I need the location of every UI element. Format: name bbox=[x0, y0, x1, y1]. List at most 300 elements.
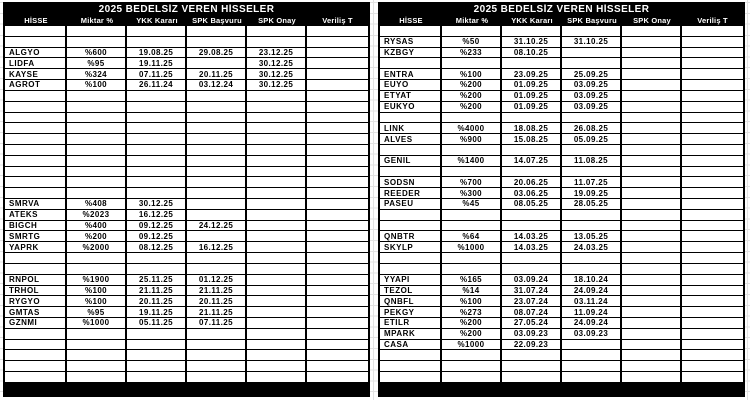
spk-approval-date-cell[interactable] bbox=[247, 253, 307, 264]
issue-date-cell[interactable] bbox=[307, 242, 368, 253]
ticker-cell[interactable] bbox=[380, 372, 442, 383]
issue-date-cell[interactable] bbox=[682, 318, 743, 329]
issue-date-cell[interactable] bbox=[307, 91, 368, 102]
issue-date-cell[interactable] bbox=[307, 296, 368, 307]
spk-approval-date-cell[interactable]: 30.12.25 bbox=[247, 69, 307, 80]
ykk-decision-date-cell[interactable] bbox=[502, 58, 562, 69]
issue-date-cell[interactable] bbox=[307, 221, 368, 232]
ykk-decision-date-cell[interactable]: 08.10.25 bbox=[502, 48, 562, 59]
spk-approval-date-cell[interactable] bbox=[622, 167, 682, 178]
ticker-cell[interactable]: GZNMI bbox=[5, 318, 67, 329]
issue-date-cell[interactable] bbox=[682, 69, 743, 80]
issue-date-cell[interactable] bbox=[307, 26, 368, 37]
spk-application-date-cell[interactable]: 07.11.25 bbox=[187, 318, 247, 329]
amount-percent-cell[interactable]: %14 bbox=[442, 286, 502, 297]
issue-date-cell[interactable] bbox=[307, 350, 368, 361]
issue-date-cell[interactable] bbox=[682, 253, 743, 264]
spk-approval-date-cell[interactable] bbox=[247, 307, 307, 318]
issue-date-cell[interactable] bbox=[307, 123, 368, 134]
spk-approval-date-cell[interactable] bbox=[622, 372, 682, 383]
spk-approval-date-cell[interactable] bbox=[622, 221, 682, 232]
issue-date-cell[interactable] bbox=[682, 134, 743, 145]
ykk-decision-date-cell[interactable] bbox=[502, 350, 562, 361]
ykk-decision-date-cell[interactable]: 08.07.24 bbox=[502, 307, 562, 318]
issue-date-cell[interactable] bbox=[682, 145, 743, 156]
ykk-decision-date-cell[interactable] bbox=[502, 113, 562, 124]
ticker-cell[interactable]: RYGYO bbox=[5, 296, 67, 307]
issue-date-cell[interactable] bbox=[682, 296, 743, 307]
amount-percent-cell[interactable]: %200 bbox=[442, 102, 502, 113]
issue-date-cell[interactable] bbox=[682, 167, 743, 178]
spk-approval-date-cell[interactable] bbox=[247, 361, 307, 372]
spk-application-date-cell[interactable] bbox=[187, 26, 247, 37]
issue-date-cell[interactable] bbox=[682, 340, 743, 351]
ykk-decision-date-cell[interactable] bbox=[127, 188, 187, 199]
ticker-cell[interactable] bbox=[5, 177, 67, 188]
amount-percent-cell[interactable] bbox=[442, 210, 502, 221]
issue-date-cell[interactable] bbox=[682, 242, 743, 253]
ticker-cell[interactable]: YAPRK bbox=[5, 242, 67, 253]
ticker-cell[interactable] bbox=[5, 37, 67, 48]
ykk-decision-date-cell[interactable] bbox=[127, 329, 187, 340]
issue-date-cell[interactable] bbox=[307, 134, 368, 145]
ticker-cell[interactable]: ETILR bbox=[380, 318, 442, 329]
ykk-decision-date-cell[interactable] bbox=[127, 177, 187, 188]
spk-application-date-cell[interactable]: 13.05.25 bbox=[562, 231, 622, 242]
ticker-cell[interactable] bbox=[5, 156, 67, 167]
ykk-decision-date-cell[interactable]: 19.11.25 bbox=[127, 307, 187, 318]
ykk-decision-date-cell[interactable] bbox=[127, 37, 187, 48]
ykk-decision-date-cell[interactable] bbox=[502, 361, 562, 372]
amount-percent-cell[interactable]: %45 bbox=[442, 199, 502, 210]
amount-percent-cell[interactable] bbox=[67, 123, 127, 134]
issue-date-cell[interactable] bbox=[682, 102, 743, 113]
column-header-spk-onay[interactable]: SPK Onay bbox=[258, 16, 296, 25]
spk-application-date-cell[interactable]: 03.11.24 bbox=[562, 296, 622, 307]
issue-date-cell[interactable] bbox=[682, 221, 743, 232]
spk-approval-date-cell[interactable] bbox=[247, 275, 307, 286]
ykk-decision-date-cell[interactable] bbox=[502, 26, 562, 37]
spk-application-date-cell[interactable] bbox=[187, 102, 247, 113]
ticker-cell[interactable]: KZBGY bbox=[380, 48, 442, 59]
amount-percent-cell[interactable]: %324 bbox=[67, 69, 127, 80]
ticker-cell[interactable] bbox=[380, 167, 442, 178]
ticker-cell[interactable]: REEDER bbox=[380, 188, 442, 199]
ykk-decision-date-cell[interactable] bbox=[502, 167, 562, 178]
ticker-cell[interactable] bbox=[5, 145, 67, 156]
issue-date-cell[interactable] bbox=[682, 80, 743, 91]
issue-date-cell[interactable] bbox=[682, 329, 743, 340]
ticker-cell[interactable] bbox=[5, 350, 67, 361]
spk-application-date-cell[interactable] bbox=[562, 113, 622, 124]
ticker-cell[interactable] bbox=[5, 91, 67, 102]
ticker-cell[interactable]: TRHOL bbox=[5, 286, 67, 297]
ticker-cell[interactable] bbox=[5, 340, 67, 351]
ticker-cell[interactable] bbox=[5, 253, 67, 264]
ykk-decision-date-cell[interactable] bbox=[502, 253, 562, 264]
amount-percent-cell[interactable] bbox=[67, 264, 127, 275]
spk-application-date-cell[interactable] bbox=[187, 264, 247, 275]
issue-date-cell[interactable] bbox=[682, 231, 743, 242]
amount-percent-cell[interactable] bbox=[67, 167, 127, 178]
spk-approval-date-cell[interactable] bbox=[622, 199, 682, 210]
spk-approval-date-cell[interactable] bbox=[622, 91, 682, 102]
issue-date-cell[interactable] bbox=[307, 210, 368, 221]
amount-percent-cell[interactable] bbox=[67, 329, 127, 340]
ticker-cell[interactable] bbox=[5, 102, 67, 113]
spk-approval-date-cell[interactable] bbox=[247, 102, 307, 113]
issue-date-cell[interactable] bbox=[682, 307, 743, 318]
spk-application-date-cell[interactable] bbox=[562, 221, 622, 232]
amount-percent-cell[interactable] bbox=[67, 134, 127, 145]
spk-approval-date-cell[interactable] bbox=[247, 188, 307, 199]
ticker-cell[interactable]: SMRVA bbox=[5, 199, 67, 210]
spk-application-date-cell[interactable]: 03.09.23 bbox=[562, 329, 622, 340]
amount-percent-cell[interactable]: %100 bbox=[67, 286, 127, 297]
spk-approval-date-cell[interactable]: 23.12.25 bbox=[247, 48, 307, 59]
ticker-cell[interactable]: MPARK bbox=[380, 329, 442, 340]
ykk-decision-date-cell[interactable]: 01.09.25 bbox=[502, 80, 562, 91]
ykk-decision-date-cell[interactable] bbox=[502, 221, 562, 232]
amount-percent-cell[interactable]: %1000 bbox=[442, 242, 502, 253]
issue-date-cell[interactable] bbox=[682, 37, 743, 48]
amount-percent-cell[interactable]: %1000 bbox=[67, 318, 127, 329]
spk-approval-date-cell[interactable] bbox=[622, 80, 682, 91]
spk-application-date-cell[interactable]: 31.10.25 bbox=[562, 37, 622, 48]
spk-approval-date-cell[interactable] bbox=[247, 26, 307, 37]
spk-approval-date-cell[interactable] bbox=[247, 210, 307, 221]
spk-application-date-cell[interactable] bbox=[187, 329, 247, 340]
issue-date-cell[interactable] bbox=[307, 340, 368, 351]
ykk-decision-date-cell[interactable]: 25.11.25 bbox=[127, 275, 187, 286]
issue-date-cell[interactable] bbox=[307, 58, 368, 69]
spk-application-date-cell[interactable]: 21.11.25 bbox=[187, 307, 247, 318]
issue-date-cell[interactable] bbox=[682, 350, 743, 361]
issue-date-cell[interactable] bbox=[682, 286, 743, 297]
amount-percent-cell[interactable] bbox=[442, 221, 502, 232]
spk-application-date-cell[interactable] bbox=[187, 58, 247, 69]
amount-percent-cell[interactable]: %700 bbox=[442, 177, 502, 188]
ykk-decision-date-cell[interactable]: 15.08.25 bbox=[502, 134, 562, 145]
amount-percent-cell[interactable]: %300 bbox=[442, 188, 502, 199]
issue-date-cell[interactable] bbox=[307, 145, 368, 156]
spk-approval-date-cell[interactable] bbox=[247, 167, 307, 178]
amount-percent-cell[interactable] bbox=[442, 145, 502, 156]
ticker-cell[interactable]: GENIL bbox=[380, 156, 442, 167]
ykk-decision-date-cell[interactable] bbox=[127, 26, 187, 37]
spk-approval-date-cell[interactable] bbox=[247, 177, 307, 188]
spk-application-date-cell[interactable] bbox=[187, 123, 247, 134]
spk-approval-date-cell[interactable] bbox=[622, 37, 682, 48]
spk-approval-date-cell[interactable] bbox=[247, 329, 307, 340]
spk-application-date-cell[interactable] bbox=[562, 361, 622, 372]
ykk-decision-date-cell[interactable]: 05.11.25 bbox=[127, 318, 187, 329]
issue-date-cell[interactable] bbox=[307, 167, 368, 178]
ticker-cell[interactable]: SODSN bbox=[380, 177, 442, 188]
spk-application-date-cell[interactable] bbox=[562, 350, 622, 361]
ykk-decision-date-cell[interactable]: 31.10.25 bbox=[502, 37, 562, 48]
spk-approval-date-cell[interactable] bbox=[622, 210, 682, 221]
issue-date-cell[interactable] bbox=[682, 123, 743, 134]
amount-percent-cell[interactable]: %1400 bbox=[442, 156, 502, 167]
spk-application-date-cell[interactable] bbox=[187, 188, 247, 199]
ticker-cell[interactable]: SMRTG bbox=[5, 231, 67, 242]
issue-date-cell[interactable] bbox=[682, 48, 743, 59]
amount-percent-cell[interactable] bbox=[442, 167, 502, 178]
ykk-decision-date-cell[interactable] bbox=[127, 361, 187, 372]
ykk-decision-date-cell[interactable]: 03.09.24 bbox=[502, 275, 562, 286]
issue-date-cell[interactable] bbox=[307, 307, 368, 318]
ykk-decision-date-cell[interactable] bbox=[127, 372, 187, 383]
spk-approval-date-cell[interactable] bbox=[247, 91, 307, 102]
issue-date-cell[interactable] bbox=[307, 69, 368, 80]
amount-percent-cell[interactable] bbox=[67, 102, 127, 113]
ticker-cell[interactable]: GMTAS bbox=[5, 307, 67, 318]
spk-application-date-cell[interactable]: 24.09.24 bbox=[562, 286, 622, 297]
ticker-cell[interactable]: LIDFA bbox=[5, 58, 67, 69]
spk-approval-date-cell[interactable] bbox=[622, 58, 682, 69]
amount-percent-cell[interactable]: %64 bbox=[442, 231, 502, 242]
ticker-cell[interactable]: ALVES bbox=[380, 134, 442, 145]
spk-approval-date-cell[interactable]: 30.12.25 bbox=[247, 80, 307, 91]
ticker-cell[interactable] bbox=[5, 329, 67, 340]
amount-percent-cell[interactable] bbox=[442, 58, 502, 69]
ticker-cell[interactable] bbox=[5, 123, 67, 134]
ykk-decision-date-cell[interactable] bbox=[127, 350, 187, 361]
amount-percent-cell[interactable]: %1900 bbox=[67, 275, 127, 286]
ykk-decision-date-cell[interactable] bbox=[127, 156, 187, 167]
spk-approval-date-cell[interactable] bbox=[622, 48, 682, 59]
spk-approval-date-cell[interactable] bbox=[247, 350, 307, 361]
issue-date-cell[interactable] bbox=[307, 318, 368, 329]
ticker-cell[interactable] bbox=[380, 113, 442, 124]
spk-application-date-cell[interactable] bbox=[562, 264, 622, 275]
spk-application-date-cell[interactable]: 05.09.25 bbox=[562, 134, 622, 145]
spk-application-date-cell[interactable] bbox=[187, 145, 247, 156]
ykk-decision-date-cell[interactable]: 14.07.25 bbox=[502, 156, 562, 167]
ykk-decision-date-cell[interactable]: 30.12.25 bbox=[127, 199, 187, 210]
ticker-cell[interactable] bbox=[380, 361, 442, 372]
ticker-cell[interactable] bbox=[380, 145, 442, 156]
spk-approval-date-cell[interactable] bbox=[247, 296, 307, 307]
spk-approval-date-cell[interactable] bbox=[622, 329, 682, 340]
issue-date-cell[interactable] bbox=[307, 102, 368, 113]
issue-date-cell[interactable] bbox=[307, 264, 368, 275]
ykk-decision-date-cell[interactable]: 09.12.25 bbox=[127, 231, 187, 242]
column-header-hisse[interactable]: HİSSE bbox=[399, 16, 423, 25]
ykk-decision-date-cell[interactable]: 09.12.25 bbox=[127, 221, 187, 232]
spk-approval-date-cell[interactable] bbox=[622, 340, 682, 351]
spk-approval-date-cell[interactable] bbox=[247, 156, 307, 167]
spk-application-date-cell[interactable] bbox=[187, 113, 247, 124]
spk-approval-date-cell[interactable] bbox=[622, 318, 682, 329]
column-header-spk-onay[interactable]: SPK Onay bbox=[633, 16, 671, 25]
amount-percent-cell[interactable] bbox=[67, 37, 127, 48]
amount-percent-cell[interactable]: %200 bbox=[442, 318, 502, 329]
spk-application-date-cell[interactable] bbox=[562, 340, 622, 351]
ykk-decision-date-cell[interactable] bbox=[127, 113, 187, 124]
amount-percent-cell[interactable] bbox=[67, 145, 127, 156]
ticker-cell[interactable]: ALGYO bbox=[5, 48, 67, 59]
spk-application-date-cell[interactable]: 19.09.25 bbox=[562, 188, 622, 199]
spk-application-date-cell[interactable]: 03.12.24 bbox=[187, 80, 247, 91]
spk-approval-date-cell[interactable] bbox=[622, 102, 682, 113]
amount-percent-cell[interactable]: %100 bbox=[442, 69, 502, 80]
ticker-cell[interactable]: TEZOL bbox=[380, 286, 442, 297]
amount-percent-cell[interactable] bbox=[67, 188, 127, 199]
spk-application-date-cell[interactable] bbox=[562, 145, 622, 156]
spk-approval-date-cell[interactable] bbox=[622, 361, 682, 372]
issue-date-cell[interactable] bbox=[307, 113, 368, 124]
ykk-decision-date-cell[interactable] bbox=[127, 340, 187, 351]
ykk-decision-date-cell[interactable] bbox=[127, 253, 187, 264]
amount-percent-cell[interactable]: %200 bbox=[442, 80, 502, 91]
spk-approval-date-cell[interactable] bbox=[622, 123, 682, 134]
ticker-cell[interactable] bbox=[380, 58, 442, 69]
ykk-decision-date-cell[interactable] bbox=[502, 145, 562, 156]
ticker-cell[interactable]: AGROT bbox=[5, 80, 67, 91]
spk-approval-date-cell[interactable] bbox=[622, 286, 682, 297]
spk-application-date-cell[interactable]: 28.05.25 bbox=[562, 199, 622, 210]
issue-date-cell[interactable] bbox=[307, 361, 368, 372]
amount-percent-cell[interactable] bbox=[442, 113, 502, 124]
ticker-cell[interactable]: EUYO bbox=[380, 80, 442, 91]
spk-approval-date-cell[interactable] bbox=[247, 199, 307, 210]
ticker-cell[interactable]: ATEKS bbox=[5, 210, 67, 221]
issue-date-cell[interactable] bbox=[307, 275, 368, 286]
column-header-verilis-tarihi[interactable]: Veriliş T bbox=[322, 16, 353, 25]
amount-percent-cell[interactable] bbox=[67, 26, 127, 37]
spk-approval-date-cell[interactable] bbox=[622, 307, 682, 318]
spk-application-date-cell[interactable] bbox=[562, 58, 622, 69]
issue-date-cell[interactable] bbox=[307, 156, 368, 167]
ticker-cell[interactable] bbox=[5, 188, 67, 199]
ticker-cell[interactable] bbox=[5, 134, 67, 145]
issue-date-cell[interactable] bbox=[682, 372, 743, 383]
spk-approval-date-cell[interactable] bbox=[622, 113, 682, 124]
ticker-cell[interactable] bbox=[5, 361, 67, 372]
spk-application-date-cell[interactable] bbox=[187, 199, 247, 210]
ykk-decision-date-cell[interactable] bbox=[127, 167, 187, 178]
column-header-hisse[interactable]: HİSSE bbox=[24, 16, 48, 25]
amount-percent-cell[interactable] bbox=[442, 361, 502, 372]
ykk-decision-date-cell[interactable]: 27.05.24 bbox=[502, 318, 562, 329]
ykk-decision-date-cell[interactable]: 20.11.25 bbox=[127, 296, 187, 307]
ticker-cell[interactable] bbox=[5, 372, 67, 383]
spk-application-date-cell[interactable] bbox=[562, 48, 622, 59]
amount-percent-cell[interactable]: %200 bbox=[442, 91, 502, 102]
ykk-decision-date-cell[interactable] bbox=[127, 134, 187, 145]
ykk-decision-date-cell[interactable]: 26.11.24 bbox=[127, 80, 187, 91]
spk-application-date-cell[interactable] bbox=[187, 231, 247, 242]
spk-application-date-cell[interactable] bbox=[187, 340, 247, 351]
ticker-cell[interactable] bbox=[380, 210, 442, 221]
amount-percent-cell[interactable] bbox=[67, 253, 127, 264]
amount-percent-cell[interactable]: %2000 bbox=[67, 242, 127, 253]
issue-date-cell[interactable] bbox=[682, 113, 743, 124]
spk-application-date-cell[interactable]: 25.09.25 bbox=[562, 69, 622, 80]
spk-approval-date-cell[interactable] bbox=[622, 69, 682, 80]
ticker-cell[interactable] bbox=[380, 350, 442, 361]
ykk-decision-date-cell[interactable]: 18.08.25 bbox=[502, 123, 562, 134]
spk-application-date-cell[interactable] bbox=[187, 91, 247, 102]
ticker-cell[interactable]: SKYLP bbox=[380, 242, 442, 253]
spk-application-date-cell[interactable]: 21.11.25 bbox=[187, 286, 247, 297]
ticker-cell[interactable] bbox=[5, 26, 67, 37]
ykk-decision-date-cell[interactable]: 19.11.25 bbox=[127, 58, 187, 69]
amount-percent-cell[interactable]: %1000 bbox=[442, 340, 502, 351]
ykk-decision-date-cell[interactable]: 21.11.25 bbox=[127, 286, 187, 297]
ykk-decision-date-cell[interactable]: 20.06.25 bbox=[502, 177, 562, 188]
ticker-cell[interactable] bbox=[5, 264, 67, 275]
ticker-cell[interactable]: YYAPI bbox=[380, 275, 442, 286]
ticker-cell[interactable]: ENTRA bbox=[380, 69, 442, 80]
spk-application-date-cell[interactable]: 03.09.25 bbox=[562, 91, 622, 102]
spk-application-date-cell[interactable] bbox=[187, 350, 247, 361]
spk-application-date-cell[interactable]: 03.09.25 bbox=[562, 80, 622, 91]
ticker-cell[interactable] bbox=[380, 26, 442, 37]
spk-application-date-cell[interactable] bbox=[562, 167, 622, 178]
spk-application-date-cell[interactable]: 03.09.25 bbox=[562, 102, 622, 113]
ykk-decision-date-cell[interactable]: 03.06.25 bbox=[502, 188, 562, 199]
issue-date-cell[interactable] bbox=[682, 177, 743, 188]
amount-percent-cell[interactable]: %900 bbox=[442, 134, 502, 145]
issue-date-cell[interactable] bbox=[307, 177, 368, 188]
spk-approval-date-cell[interactable] bbox=[622, 177, 682, 188]
spk-approval-date-cell[interactable] bbox=[247, 264, 307, 275]
column-header-miktar[interactable]: Miktar % bbox=[455, 16, 489, 25]
issue-date-cell[interactable] bbox=[307, 199, 368, 210]
issue-date-cell[interactable] bbox=[307, 80, 368, 91]
spk-approval-date-cell[interactable] bbox=[622, 188, 682, 199]
column-header-spk-basvuru[interactable]: SPK Başvuru bbox=[192, 16, 242, 25]
amount-percent-cell[interactable] bbox=[67, 156, 127, 167]
ticker-cell[interactable] bbox=[380, 221, 442, 232]
ykk-decision-date-cell[interactable]: 31.07.24 bbox=[502, 286, 562, 297]
spk-application-date-cell[interactable]: 11.08.25 bbox=[562, 156, 622, 167]
amount-percent-cell[interactable]: %400 bbox=[67, 221, 127, 232]
column-header-ykk-karari[interactable]: YKK Kararı bbox=[136, 16, 178, 25]
spk-application-date-cell[interactable]: 01.12.25 bbox=[187, 275, 247, 286]
ticker-cell[interactable]: KAYSE bbox=[5, 69, 67, 80]
issue-date-cell[interactable] bbox=[682, 26, 743, 37]
spk-approval-date-cell[interactable] bbox=[622, 26, 682, 37]
spk-approval-date-cell[interactable] bbox=[622, 156, 682, 167]
spk-application-date-cell[interactable]: 11.09.24 bbox=[562, 307, 622, 318]
amount-percent-cell[interactable] bbox=[67, 361, 127, 372]
amount-percent-cell[interactable]: %100 bbox=[67, 296, 127, 307]
ykk-decision-date-cell[interactable]: 16.12.25 bbox=[127, 210, 187, 221]
amount-percent-cell[interactable] bbox=[67, 350, 127, 361]
ykk-decision-date-cell[interactable] bbox=[127, 91, 187, 102]
spk-application-date-cell[interactable] bbox=[187, 37, 247, 48]
issue-date-cell[interactable] bbox=[307, 231, 368, 242]
issue-date-cell[interactable] bbox=[307, 37, 368, 48]
ykk-decision-date-cell[interactable]: 01.09.25 bbox=[502, 91, 562, 102]
amount-percent-cell[interactable]: %2023 bbox=[67, 210, 127, 221]
issue-date-cell[interactable] bbox=[307, 372, 368, 383]
column-header-ykk-karari[interactable]: YKK Kararı bbox=[511, 16, 553, 25]
amount-percent-cell[interactable] bbox=[442, 372, 502, 383]
amount-percent-cell[interactable]: %273 bbox=[442, 307, 502, 318]
spk-application-date-cell[interactable] bbox=[187, 134, 247, 145]
amount-percent-cell[interactable] bbox=[442, 253, 502, 264]
spk-application-date-cell[interactable]: 20.11.25 bbox=[187, 296, 247, 307]
amount-percent-cell[interactable] bbox=[442, 264, 502, 275]
spk-application-date-cell[interactable]: 24.03.25 bbox=[562, 242, 622, 253]
ykk-decision-date-cell[interactable]: 19.08.25 bbox=[127, 48, 187, 59]
spk-application-date-cell[interactable] bbox=[187, 253, 247, 264]
